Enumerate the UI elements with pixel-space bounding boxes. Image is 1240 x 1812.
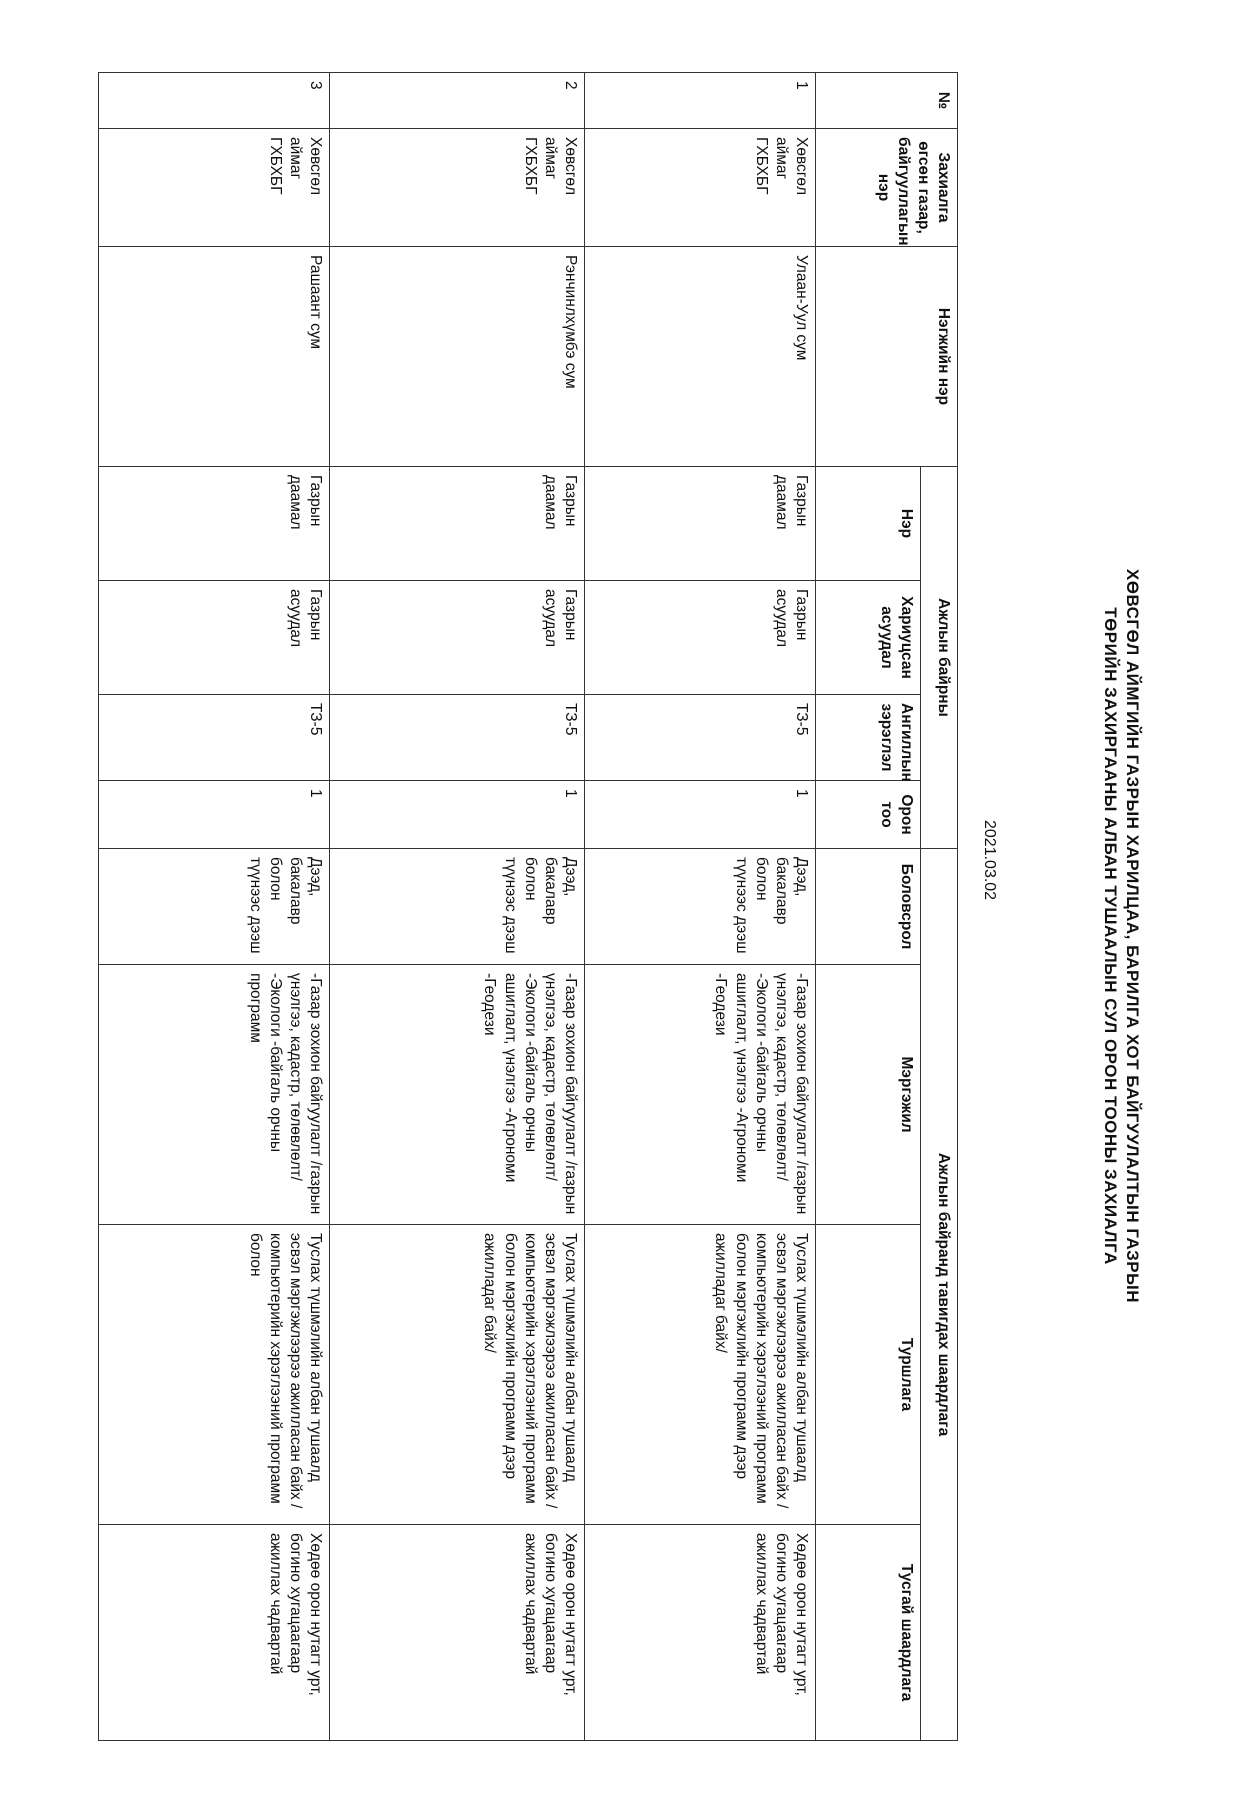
cell-class: ТЗ-5 [99, 695, 330, 781]
document-title-line-1: ХӨВСГӨЛ АЙМГИЙН ГАЗРЫН ХАРИЛЦАА, БАРИЛГА ХОТ БАЙГУУЛАЛТЫН ГАЗРЫН [1123, 568, 1142, 1304]
header-name: Нэр [816, 467, 921, 581]
header-responsible: Хариуцсан асуудал [816, 581, 921, 695]
header-count: Орон тоо [816, 781, 921, 849]
cell-count: 1 [585, 781, 816, 849]
header-org: Захиалга өгсөн газар, байгууллагын нэр [816, 129, 958, 247]
cell-special: Хөдөө орон нутагт урт, богино хугацаагаар ажиллах чадвартай [585, 1525, 816, 1741]
cell-num: 3 [99, 73, 330, 129]
header-experience: Туршлага [816, 1225, 921, 1525]
cell-responsible: Газрын асуудал [330, 581, 585, 695]
header-unit: Нэгжийн нэр [816, 247, 958, 467]
header-education: Боловсрол [816, 849, 921, 965]
cell-profession: -Газар зохион байгуулалт /газрын үнэлгээ, кадастр, төлөвлөлт/ -Экологи -байгаль орчны ашиглалт, үнэлгээ -Агрономи -Геодези [330, 965, 585, 1225]
cell-org: Хөвсгөл аймаг ГХБХБГ [330, 129, 585, 247]
header-class: Ангиллын зэрэглэл [816, 695, 921, 781]
cell-responsible: Газрын асуудал [99, 581, 330, 695]
cell-org: Хөвсгөл аймаг ГХБХБГ [99, 129, 330, 247]
cell-education: Дээд, бакалавр болон түүнээс дээш [99, 849, 330, 965]
table-row [330, 73, 585, 1741]
table-row [99, 73, 330, 1741]
cell-experience: Туслах түшмэлийн албан тушаалд эсвэл мэргэжлээрээ ажилласан байх / компьютерийн хэрэглээний программ болон мэргэжлийн программ дээр ажилладаг байх/ [330, 1225, 585, 1525]
cell-unit: Улаан-Уул сум [585, 247, 816, 467]
header-requirements-group: Ажлын байранд тавигдах шаардлага [921, 849, 958, 1741]
cell-name: Газрын даамал [330, 467, 585, 581]
cell-name: Газрын даамал [99, 467, 330, 581]
document-date: 2021.03.02 [981, 820, 998, 901]
header-profession: Мэргэжил [816, 965, 921, 1225]
cell-count: 1 [99, 781, 330, 849]
document-title-line-2: ТӨРИЙН ЗАХИРГААНЫ АЛБАН ТУШААЛЫН СУЛ ОРОН ТООНЫ ЗАХИАЛГА [1101, 607, 1120, 1265]
vacancy-table [98, 72, 958, 1741]
cell-num: 2 [330, 73, 585, 129]
cell-unit: Рашаант сум [99, 247, 330, 467]
cell-experience: Туслах түшмэлийн албан тушаалд эсвэл мэргэжлээрээ ажилласан байх / компьютерийн хэрэглээний программ болон мэргэжлийн программ дээр ажилладаг байх/ [585, 1225, 816, 1525]
cell-education: Дээд, бакалавр болон түүнээс дээш [330, 849, 585, 965]
cell-org: Хөвсгөл аймаг ГХБХБГ [585, 129, 816, 247]
header-position-group: Ажлын байрны [921, 467, 958, 849]
cell-education: Дээд, бакалавр болон түүнээс дээш [585, 849, 816, 965]
cell-count: 1 [330, 781, 585, 849]
cell-special: Хөдөө орон нутагт урт, богино хугацаагаар ажиллах чадвартай [330, 1525, 585, 1741]
cell-class: ТЗ-5 [585, 695, 816, 781]
cell-profession: -Газар зохион байгуулалт /газрын үнэлгээ, кадастр, төлөвлөлт/ -Экологи -байгаль орчны ашиглалт, үнэлгээ -Агрономи -Геодези [585, 965, 816, 1225]
cell-experience: Туслах түшмэлийн албан тушаалд эсвэл мэргэжлээрээ ажилласан байх / компьютерийн хэрэглээний программ болон [99, 1225, 330, 1525]
cell-profession: -Газар зохион байгуулалт /газрын үнэлгээ, кадастр, төлөвлөлт/ -Экологи -байгаль орчны программ [99, 965, 330, 1225]
cell-special: Хөдөө орон нутагт урт, богино хугацаагаар ажиллах чадвартай [99, 1525, 330, 1741]
header-num: № [816, 73, 958, 129]
cell-responsible: Газрын асуудал [585, 581, 816, 695]
table-row [585, 73, 816, 1741]
cell-num: 1 [585, 73, 816, 129]
cell-unit: Рэнчинлхүмбэ сум [330, 247, 585, 467]
cell-name: Газрын даамал [585, 467, 816, 581]
cell-class: ТЗ-5 [330, 695, 585, 781]
header-special: Тусгай шаардлага [816, 1525, 921, 1741]
